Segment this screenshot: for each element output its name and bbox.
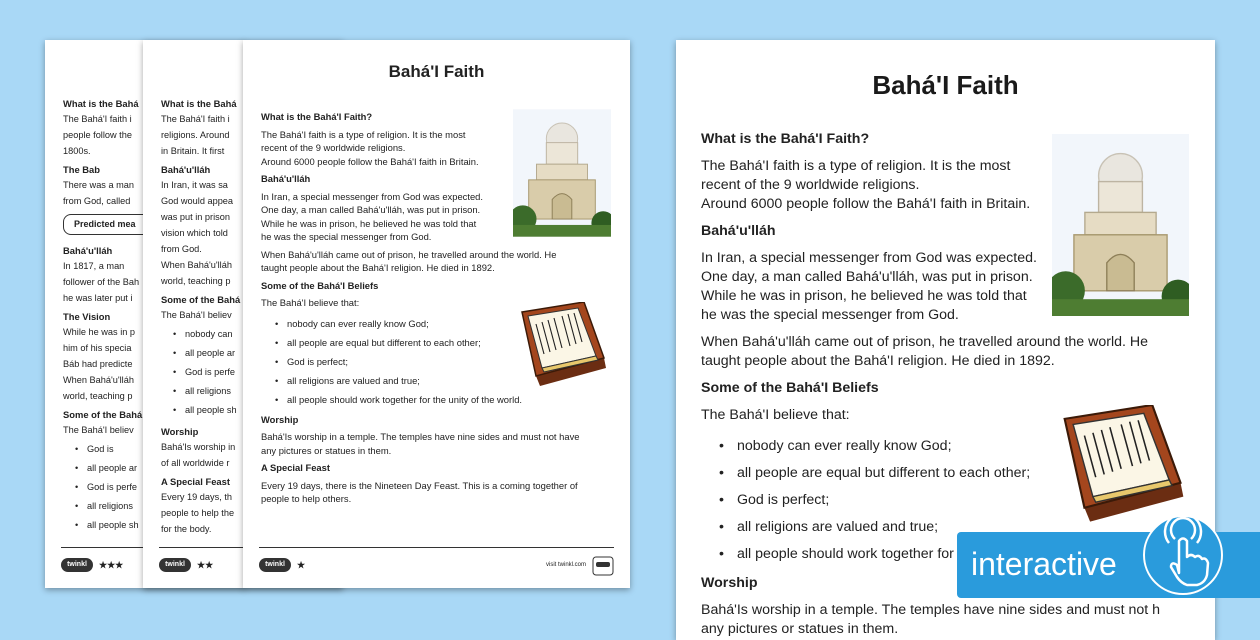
- heading: Some of the Bahá: [161, 294, 241, 305]
- heading: Worship: [261, 413, 299, 425]
- bullet-item: • all religions are valued and true;: [261, 371, 616, 390]
- interactive-label: interactive: [971, 546, 1117, 582]
- paragraph: In Iran, a special messenger from God was expected. One day, a man called Bahá'u'lláh, was put in prison. While he was in prison, he believed he was told that he was the special messenger from God.: [261, 190, 483, 242]
- footer-divider: [259, 547, 614, 548]
- temple-photo: [1052, 134, 1189, 316]
- text-line: in Britain. It first: [161, 146, 225, 156]
- text-line: Báb had predicte: [63, 359, 133, 369]
- text-line: The Bahá'I faith i: [63, 114, 132, 124]
- difficulty-stars: ★★★: [99, 560, 124, 570]
- heading: Worship: [701, 575, 758, 591]
- text-line: Bahá'Is worship in: [161, 442, 236, 452]
- text-line: people to help the: [161, 508, 235, 518]
- tap-icon[interactable]: [1143, 515, 1223, 595]
- bullet-item: • God is perfe: [161, 363, 343, 382]
- bullet-item: • all religions are valued and true;: [701, 514, 1181, 541]
- text-line: vision which told: [161, 228, 228, 238]
- bullet-item: • all people sh: [161, 401, 343, 420]
- difficulty-stars: ★: [297, 560, 306, 570]
- paragraph: In Iran, a special messenger from God was expected. One day, a man called Bahá'u'lláh, was put in prison. While he was in prison, he believed he was told that he was the special messenger from God.: [701, 250, 1037, 323]
- paragraph: The Bahá'I faith is a type of religion. It is the most recent of the 9 worldwide religions. Around 6000 people follow the Bahá'I faith in Britain.: [261, 128, 479, 167]
- paragraph: When Bahá'u'lláh came out of prison, he travelled around the world. He taught people about the Bahá'I religion. He died in 1892.: [261, 248, 557, 273]
- worksheet-title: Bahá'I Faith: [388, 62, 485, 81]
- predicted-meaning-box: Predicted mea: [63, 214, 235, 235]
- twinkl-logo: twinkl: [259, 558, 291, 572]
- paragraph: Bahá'Is worship in a temple. The temples have nine sides and must not have any pictures or statues in them.: [261, 431, 580, 456]
- worksheet-title: Bahá'I Faith: [872, 70, 1019, 100]
- text-line: When Bahá'u'lláh: [63, 375, 134, 385]
- text-line: from God.: [161, 244, 202, 254]
- heading: Bahá'u'lláh: [161, 164, 211, 175]
- text-line: There was a man: [63, 180, 134, 190]
- text-line: The Bahá'I faith i: [161, 114, 230, 124]
- text-line: In 1817, a man: [63, 261, 125, 271]
- text-line: follower of the Bah: [63, 277, 140, 287]
- paragraph: When Bahá'u'lláh came out of prison, he travelled around the world. He taught people about the Bahá'I religion. He died in 1892.: [701, 334, 1149, 369]
- text-line: 1800s.: [63, 146, 91, 156]
- bullet-item: • nobody can ever really know God;: [701, 433, 1181, 460]
- text-line: While he was in p: [63, 327, 136, 337]
- visit-link-text: visit twinkl.com: [545, 562, 586, 568]
- text-line: from God, called: [63, 196, 131, 206]
- holy-book-illustration: [1059, 405, 1189, 523]
- bullet-item: • all people are equal but different to each other;: [261, 333, 616, 352]
- holy-book-illustration: [518, 302, 610, 387]
- heading: What is the Bahá: [161, 98, 237, 109]
- difficulty-stars: ★★: [197, 560, 214, 570]
- bullet-item: • nobody can ever really know God;: [261, 314, 616, 333]
- twinkl-logo: twinkl: [61, 558, 93, 572]
- twinkl-badge-icon: [592, 556, 614, 576]
- pointing-hand-icon: [1145, 517, 1221, 593]
- bullet-item: • God is perfect;: [701, 487, 1181, 514]
- heading: Worship: [161, 426, 199, 437]
- bullet-item: • God is perfe: [63, 478, 245, 497]
- bullet-item: • God is: [63, 440, 245, 459]
- paragraph: Bahá'Is worship in a temple. The temples have nine sides and must not h any pictures or statues in them.: [701, 602, 1161, 637]
- heading: Bahá'u'lláh: [63, 245, 113, 256]
- paragraph: The Bahá'I believe that:: [261, 297, 360, 308]
- heading: Some of the Bahá'I Beliefs: [701, 380, 879, 396]
- heading: Some of the Bahá'I Beliefs: [261, 279, 379, 291]
- paragraph: The Bahá'I believe that:: [701, 407, 850, 423]
- bullet-item: • all people are equal but different to each other;: [701, 460, 1181, 487]
- heading: A Special Feast: [161, 476, 230, 487]
- bullet-item: • all religions: [161, 382, 343, 401]
- text-line: for the body.: [161, 524, 212, 534]
- bullet-item: • all people ar: [63, 459, 245, 478]
- text-line: In Iran, it was sa: [161, 180, 228, 190]
- bullet-item: • all people sh: [63, 516, 245, 535]
- heading: The Vision: [63, 311, 111, 322]
- heading: Bahá'u'lláh: [701, 223, 776, 239]
- heading: What is the Bahá: [63, 98, 139, 109]
- text-line: Every 19 days, th: [161, 492, 232, 502]
- twinkl-logo: twinkl: [159, 558, 191, 572]
- heading: Some of the Bahá: [63, 409, 143, 420]
- text-line: him of his specia: [63, 343, 132, 353]
- text-line: religions. Around: [161, 130, 230, 140]
- text-line: people follow the: [63, 130, 132, 140]
- text-line: of all worldwide r: [161, 458, 230, 468]
- bullet-item: • all people should work together for the unity of the world.: [261, 390, 616, 409]
- paragraph: Every 19 days, there is the Nineteen Day Feast. This is a coming together of people to help others.: [261, 479, 578, 504]
- text-line: God would appea: [161, 196, 234, 206]
- text-line: world, teaching p: [63, 391, 133, 401]
- bullet-item: • God is perfect;: [261, 352, 616, 371]
- temple-photo: [513, 108, 611, 238]
- text-line: world, teaching p: [161, 276, 231, 286]
- text-line: The Bahá'I believ: [63, 425, 134, 435]
- heading: A Special Feast: [261, 462, 330, 473]
- heading: Bahá'u'lláh: [261, 173, 311, 184]
- bullet-item: • nobody can: [161, 325, 343, 344]
- text-line: When Bahá'u'lláh: [161, 260, 232, 270]
- heading: What is the Bahá'I Faith?: [261, 111, 373, 122]
- interactive-badge[interactable]: [957, 532, 1260, 598]
- bullet-item: • all religions: [63, 497, 245, 516]
- worksheet-preview-1-star[interactable]: [243, 40, 630, 588]
- text-line: The Bahá'I believ: [161, 310, 232, 320]
- heading: The Bab: [63, 164, 100, 175]
- bullet-item: • all people should work together for: [701, 541, 1181, 568]
- paragraph: The Bahá'I faith is a type of religion. It is the most recent of the 9 worldwide religions. Around 6000 people follow the Bahá'I faith in Britain.: [701, 158, 1031, 212]
- text-line: he was later put i: [63, 293, 133, 303]
- text-line: was put in prison: [161, 212, 230, 222]
- heading: What is the Bahá'I Faith?: [701, 131, 870, 147]
- bullet-item: • all people ar: [161, 344, 343, 363]
